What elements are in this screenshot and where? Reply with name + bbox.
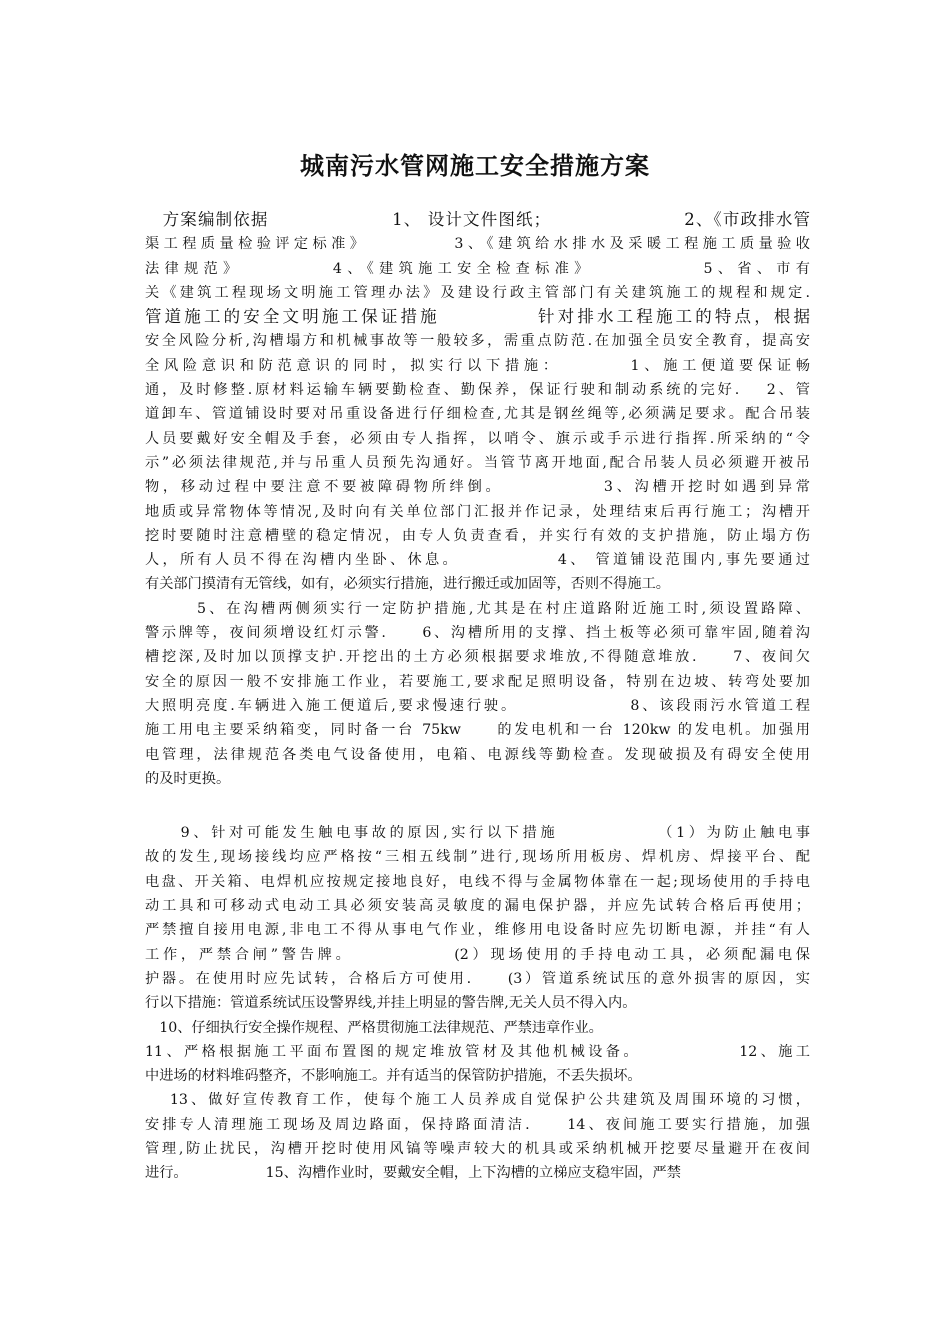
text-line: 槽挖深,及时加以顶撑支护.开挖出的土方必须根据要求堆放,不得随意堆放. 7、夜间欠 bbox=[145, 649, 810, 666]
text-line: 警示牌等，夜间须增设红灯示警. 6、沟槽所用的支撑、挡土板等必须可靠牢固,随着沟 bbox=[145, 625, 810, 642]
text-line: 关《建筑工程现场文明施工管理办法》及建设行政主管部门有关建筑施工的规程和规定. bbox=[145, 284, 810, 301]
text-line: 安全的原因一般不安排施工作业，若要施工,要求配足照明设备，特别在边坡、转弯处要加 bbox=[145, 673, 810, 690]
text-line: 道卸车、管道铺设时要对吊重设备进行仔细检查,尤其是钢丝绳等,必须满足要求。配合吊装 bbox=[145, 406, 810, 423]
text-line: 电管理，法律规范各类电气设备使用，电箱、电源线等勤检查。发现破损及有碍安全使用 bbox=[145, 746, 810, 763]
text-line: 电盘、开关箱、电焊机应按规定接地良好，电线不得与金属物体靠在一起;现场使用的手持电 bbox=[145, 873, 810, 890]
text-line: 护器。在使用时应先试转，合格后方可使用. (3）管道系统试压的意外损害的原因，实 bbox=[145, 970, 810, 987]
text-line: 5、在沟槽两侧须实行一定防护措施,尤其是在村庄道路附近施工时,须设置路障、 bbox=[145, 600, 810, 617]
document-body bbox=[145, 208, 810, 1186]
text-line: 施工用电主要采纳箱变，同时备一台 75kw 的发电机和一台 120kw 的发电机。加强用 bbox=[145, 722, 810, 739]
text-line: 工作，严禁合闸”警告牌。 (2）现场使用的手持电动工具，必须配漏电保 bbox=[145, 946, 810, 963]
text-line: 示”必须法律规范,并与吊重人员预先沟通好。当管节离开地面,配合吊装人员必须避开被吊 bbox=[145, 454, 810, 471]
text-line: 9、针对可能发生触电事故的原因,实行以下措施 （1）为防止触电事 bbox=[145, 825, 810, 842]
text-line: 方案编制依据 1、 设计文件图纸； 2、《市政排水管 bbox=[145, 210, 810, 229]
text-line: 10、仔细执行安全操作规程、严格贯彻施工法律规范、严禁违章作业。 bbox=[145, 1019, 603, 1036]
text-line: 人员要戴好安全帽及手套，必须由专人指挥，以哨令、旗示或手示进行指挥.所采纳的“令 bbox=[145, 430, 810, 447]
text-line: 通，及时修整.原材料运输车辆要勤检查、勤保养，保证行驶和制动系统的完好. 2、管 bbox=[145, 382, 810, 399]
text-line: 安全风险分析,沟槽塌方和机械事故等一般较多，需重点防范.在加强全员安全教育，提高安 bbox=[145, 333, 810, 350]
text-line: 全风险意识和防范意识的同时，拟实行以下措施： 1、施工便道要保证畅 bbox=[145, 357, 810, 374]
text-line: 中进场的材料堆码整齐，不影响施工。并有适当的保管防护措施，不丢失损坏。 bbox=[145, 1068, 642, 1085]
text-line: 挖时要随时注意槽壁的稳定情况，由专人负责查看，并实行有效的支护措施，防止塌方伤 bbox=[145, 527, 810, 544]
text-line: 有关部门摸清有无管线，如有，必须实行措施，进行搬迁或加固等，否则不得施工。 bbox=[145, 576, 670, 593]
text-line: 11、严格根据施工平面布置图的规定堆放管材及其他机械设备。 12、施工 bbox=[145, 1043, 810, 1060]
text-line: 大照明亮度.车辆进入施工便道后,要求慢速行驶。 8、该段雨污水管道工程 bbox=[145, 697, 810, 714]
text-line: 严禁擅自接用电源,非电工不得从事电气作业，维修用电设备时应先切断电源，并挂“有人 bbox=[145, 922, 810, 939]
text-line: 人，所有人员不得在沟槽内坐卧、休息。 4、 管道铺设范围内,事先要通过 bbox=[145, 552, 810, 569]
text-line: 动工具和可移动式电动工具必须安装高灵敏度的漏电保护器，并应先试转合格后再使用； bbox=[145, 898, 810, 915]
text-line: 地质或异常物体等情况,及时向有关单位部门汇报并作记录，处理结束后再行施工；沟槽开 bbox=[145, 503, 810, 520]
paragraph-spacer bbox=[145, 791, 810, 821]
text-line: 13、做好宣传教育工作，使每个施工人员养成自觉保护公共建筑及周围环境的习惯， bbox=[145, 1092, 810, 1109]
text-line: 进行。 15、沟槽作业时，要戴安全帽，上下沟槽的立梯应支稳牢固，严禁 bbox=[145, 1165, 681, 1182]
text-line: 行以下措施：管道系统试压设警界线,并挂上明显的警告牌,无关人员不得入内。 bbox=[145, 995, 637, 1012]
text-line: 管理,防止扰民，沟槽开挖时使用风镐等噪声较大的机具或采纳机械开挖要尽量避开在夜间 bbox=[145, 1140, 810, 1157]
text-line: 物，移动过程中要注意不要被障碍物所绊倒。 3、沟槽开挖时如遇到异常 bbox=[145, 479, 810, 496]
document-title: 城南污水管网施工安全措施方案 bbox=[300, 152, 650, 180]
text-line: 故的发生,现场接线均应严格按“三相五线制”进行,现场所用板房、焊机房、焊接平台、配 bbox=[145, 849, 810, 866]
text-line: 安排专人清理施工现场及周边路面，保持路面清洁. 14、夜间施工要实行措施，加强 bbox=[145, 1116, 810, 1133]
text-line: 法律规范》 4、《建筑施工安全检查标准》 5、省、市有 bbox=[145, 260, 810, 277]
text-line: 的及时更换。 bbox=[145, 770, 231, 787]
text-line: 渠工程质量检验评定标准》 3、《建筑给水排水及采暖工程施工质量验收 bbox=[145, 236, 810, 253]
text-line: 管道施工的安全文明施工保证措施 针对排水工程施工的特点，根据 bbox=[145, 307, 810, 327]
